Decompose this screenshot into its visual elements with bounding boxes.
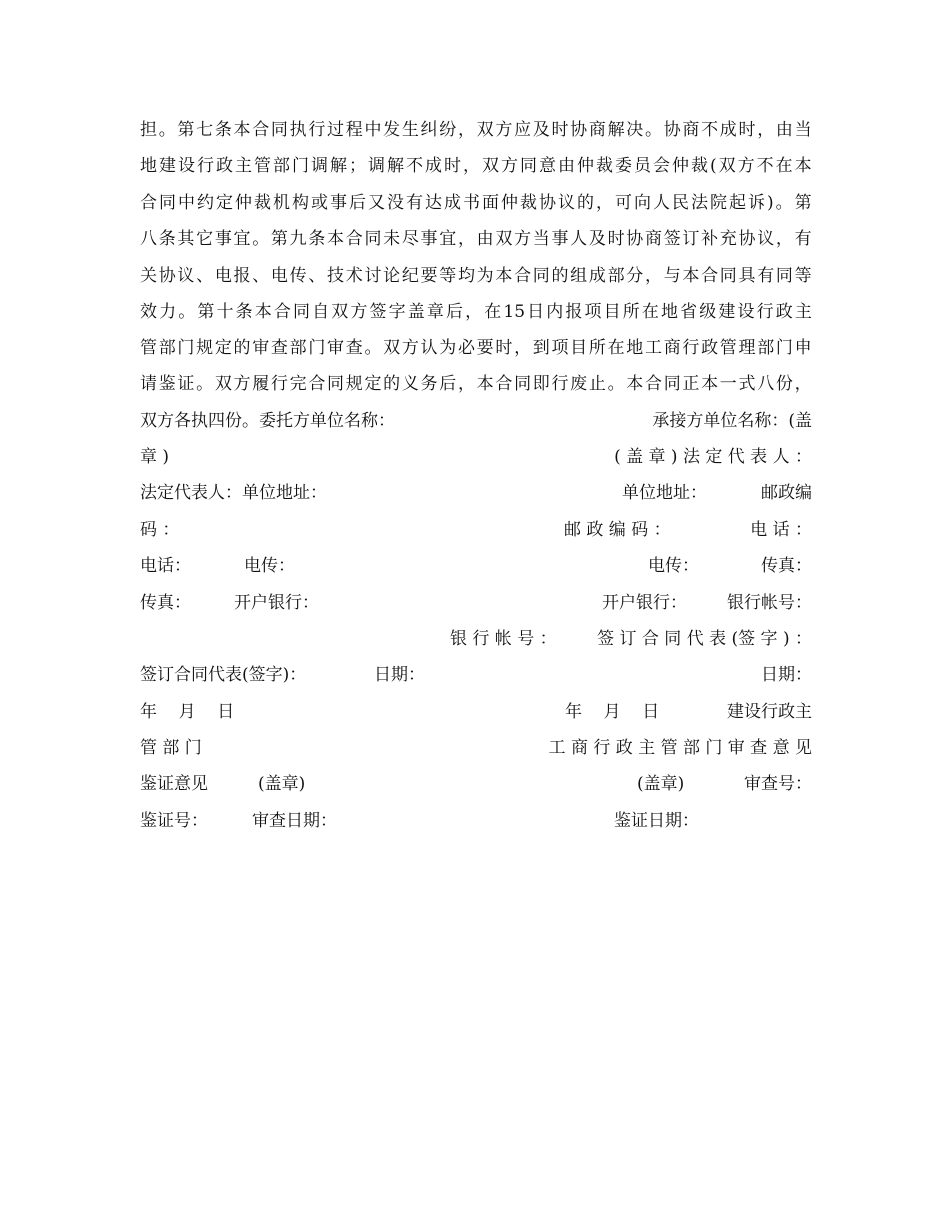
client-phone-label: 电 话 ： [750,520,812,540]
construction-authority-label: 建设行政主 [727,702,812,722]
paragraph-line-6: 效 力 。 第 十 条 本 合 同 自 双 方 签 字 盖 章 后 ， 在 15 日 内 报 项 目 所 在 地 省 级 建 设 行 政 主 [140,302,812,322]
paragraph-line-1: 担 。 第 七 条 本 合 同 执 行 过 程 中 发 生 纠 纷 ， 双 方 应 及 时 协 商 解 决 。 协 商 不 成 时 ， 由 当 [140,120,812,140]
sign-line-15 [140,621,812,657]
sign-line-16 [140,657,812,693]
contractor-date-label: 日期： [761,665,812,685]
client-bank-label: 开户银行： [234,593,319,613]
review-seal-label: (盖章) [637,774,685,794]
review-date-label: 审查日期： [252,811,337,831]
client-legal-rep-address-label: 法定代表人：单位地址： [140,483,327,503]
paragraph-line-5: 关 协 议 、 电 报 、 电 传 、 技 术 讨 论 纪 要 等 均 为 本 合 同 的 组 成 部 分 ， 与 本 合 同 具 有 同 等 [140,266,812,286]
sign-line-11 [140,475,812,511]
client-postcode-label: 邮政编 [761,483,812,503]
client-account-label: 银行帐号： [727,593,812,613]
paragraph-line-7: 管 部 门 规 定 的 审 查 部 门 审 查 。 双 方 认 为 必 要 时 ， 到 项 目 所 在 地 工 商 行 政 管 理 部 门 申 [140,338,812,358]
contractor-fax-label: 传真： [140,593,191,613]
contractor-legal-rep-label: ( 盖 章 ) 法 定 代 表 人 ： [614,447,812,467]
paragraph-line-3: 合 同 中 约 定 仲 裁 机 构 或 事 后 又 没 有 达 成 书 面 仲 裁 协 议 的 ， 可 向 人 民 法 院 起 诉 ) 。 第 [140,193,812,213]
certification-seal-label: (盖章) [258,774,306,794]
construction-authority-label-cont: 管 部 门 [140,738,202,758]
paragraph-line-2: 地 建 设 行 政 主 管 部 门 调 解 ； 调 解 不 成 时 ， 双 方 同 意 由 仲 裁 委 员 会 仲 裁 ( 双 方 不 在 本 [140,156,812,176]
contractor-phone-label: 电话： [140,556,191,576]
contractor-address-label: 单位地址： [622,483,707,503]
review-number-label: 审查号： [744,774,812,794]
sign-line-9 [140,403,812,439]
contractor-account-label: 银 行 帐 号 ： [450,629,557,649]
seal-note: 章 ) [140,447,170,467]
sign-line-19 [140,766,812,802]
sign-line-13 [140,548,812,584]
sign-line-20 [140,803,812,839]
client-representative-label: 签 订 合 同 代 表 (签 字 ) ： [597,629,812,649]
client-fax-label: 传真： [761,556,812,576]
contractor-postcode-label: 邮 政 编 码 ： [564,520,671,540]
contractor-representative-label: 签订合同代表(签字)： [140,665,307,685]
client-postcode-label-cont: 码 ： [140,520,180,540]
sign-line-12 [140,512,812,548]
sign-line-10 [140,439,812,475]
client-name-label: 双方各执四份。委托方单位名称： [140,411,395,431]
contractor-telex-label: 电传： [648,556,699,576]
contractor-name-label: 承接方单位名称：(盖 [652,411,812,431]
certification-number-label: 鉴证号： [140,811,208,831]
client-date-ymd: 年 月 日 [140,702,235,722]
paragraph-line-4: 八 条 其 它 事 宜 。 第 九 条 本 合 同 未 尽 事 宜 ， 由 双 方 当 事 人 及 时 协 商 签 订 补 充 协 议 ， 有 [140,229,812,249]
contractor-bank-label: 开户银行： [602,593,687,613]
paragraph-line-8: 请 鉴 证 。 双 方 履 行 完 合 同 规 定 的 义 务 后 ， 本 合 同 即 行 废 止 。 本 合 同 正 本 一 式 八 份 ， [140,374,812,394]
certification-opinion-label: 鉴证意见 [140,774,208,794]
contractor-date-ymd: 年 月 日 [565,702,660,722]
client-date-label: 日期： [374,665,425,685]
certification-date-label: 鉴证日期： [614,811,699,831]
sign-line-14 [140,585,812,621]
client-telex-label: 电传： [244,556,295,576]
sign-line-18 [140,730,812,766]
sign-line-17 [140,694,812,730]
commerce-authority-review-label: 工 商 行 政 主 管 部 门 审 查 意 见 [548,738,812,758]
